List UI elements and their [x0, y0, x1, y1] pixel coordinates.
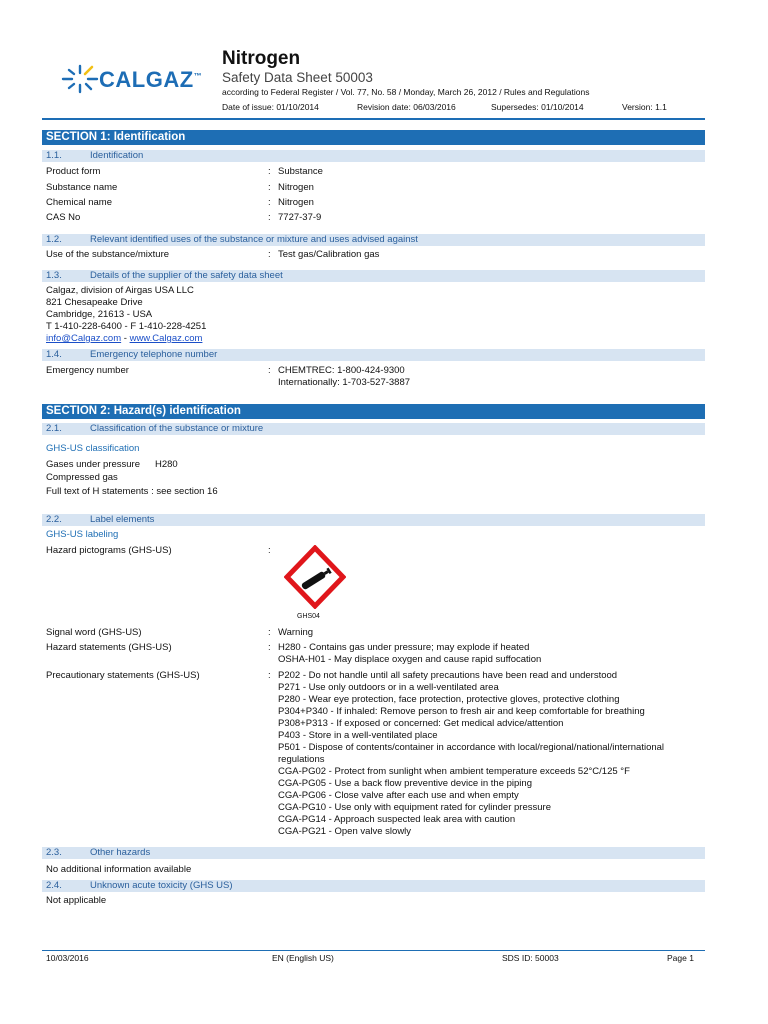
footer-divider	[42, 950, 705, 951]
section2-header: SECTION 2: Hazard(s) identification	[42, 404, 705, 419]
footer-sds-id: SDS ID: 50003	[502, 953, 559, 963]
signal-word-value: Warning	[278, 627, 314, 638]
subsection-1-2: 1.2. Relevant identified uses of the substance or mixture and uses advised against	[42, 234, 705, 246]
subsection-1-1: 1.1. Identification	[42, 150, 705, 162]
website-link[interactable]: www.Calgaz.com	[129, 333, 203, 344]
supersedes: Supersedes: 01/10/2014	[491, 102, 584, 112]
ghs04-pictogram	[284, 545, 346, 625]
use-value: Test gas/Calibration gas	[278, 249, 380, 260]
subsection-2-3: 2.3. Other hazards	[42, 847, 705, 859]
ghs-labeling-heading: GHS-US labeling	[46, 529, 119, 540]
footer-date: 10/03/2016	[46, 953, 89, 963]
field-label: Product form	[46, 166, 101, 177]
signal-word-label: Signal word (GHS-US)	[46, 627, 142, 638]
subsection-2-4: 2.4. Unknown acute toxicity (GHS US)	[42, 880, 705, 892]
compressed-gas: Compressed gas	[46, 472, 118, 483]
field-value: Substance	[278, 166, 323, 177]
field-label: Chemical name	[46, 197, 112, 208]
full-text-note: Full text of H statements : see section 16	[46, 486, 218, 497]
supplier-address: Calgaz, division of Airgas USA LLC 821 Chesapeake Drive Cambridge, 21613 - USA T 1-410-228-6400 - F 1-410-228-4251 info@Calgaz.com - www.Calgaz.com	[46, 285, 207, 344]
precautionary-statements: P202 - Do not handle until all safety precautions have been read and understood P271 - Use only outdoors or in a well-ventilated area P280 - Wear eye protection, face protection, protective gloves, protective clothing P304+P340 - If inhaled: Remove person to fresh air and keep comfortable for breathing P308+P313 - If exposed or concerned: Get medical advice/attention P403 - Store in a well-ventilated place P501 - Dispose of contents/container in accordance with local/regional/national/international regulations CGA-PG02 - Protect from sunlight when ambient temperature exceeds 52°C/125 °F CGA-PG05 - Use a back flow preventive device in the piping CGA-PG06 - Close valve after each use and when empty CGA-PG10 - Use only with equipment rated for cylinder pressure CGA-PG14 - Approach suspected leak area with caution CGA-PG21 - Open valve slowly	[278, 670, 665, 837]
document-title: Nitrogen	[222, 48, 301, 69]
precautionary-label: Precautionary statements (GHS-US)	[46, 670, 200, 681]
other-hazards-text: No additional information available	[46, 864, 192, 875]
hazard-statements: H280 - Contains gas under pressure; may explode if heated OSHA-H01 - May displace oxygen and cause rapid suffocation	[278, 642, 542, 665]
use-label: Use of the substance/mixture	[46, 249, 170, 260]
footer-language: EN (English US)	[272, 953, 334, 963]
field-value: Nitrogen	[278, 197, 314, 208]
document-subtitle: Safety Data Sheet 50003	[222, 70, 373, 85]
date-of-issue: Date of issue: 01/10/2014	[222, 102, 319, 112]
gas-cylinder-hazard-icon	[284, 545, 346, 609]
field-label: CAS No	[46, 212, 81, 223]
email-link[interactable]: info@Calgaz.com	[46, 333, 122, 344]
field-value: 7727-37-9	[278, 212, 322, 223]
revision-date: Revision date: 06/03/2016	[357, 102, 456, 112]
ghs-classification-heading: GHS-US classification	[46, 443, 140, 454]
emergency-values: CHEMTREC: 1-800-424-9300 Internationally: 1-703-527-3887	[278, 365, 411, 388]
subsection-1-4: 1.4. Emergency telephone number	[42, 349, 705, 361]
starburst-icon	[60, 62, 100, 96]
acute-toxicity-text: Not applicable	[46, 895, 107, 906]
pictograms-label: Hazard pictograms (GHS-US)	[46, 545, 172, 556]
hazard-statements-label: Hazard statements (GHS-US)	[46, 642, 172, 653]
emergency-label: Emergency number	[46, 365, 129, 376]
field-label: Substance name	[46, 182, 118, 193]
gases-code: H280	[155, 459, 178, 470]
pictogram-code: GHS04	[297, 613, 320, 620]
subsection-1-3: 1.3. Details of the supplier of the safety data sheet	[42, 270, 705, 282]
field-value: Nitrogen	[278, 182, 314, 193]
header-divider	[42, 118, 705, 120]
regulation-note: according to Federal Register / Vol. 77, No. 58 / Monday, March 26, 2012 / Rules and Regulations	[222, 87, 590, 97]
gases-under-pressure-label: Gases under pressure	[46, 459, 140, 470]
section1-header: SECTION 1: Identification	[42, 130, 705, 145]
footer-page: Page 1	[667, 953, 694, 963]
subsection-2-1: 2.1. Classification of the substance or mixture	[42, 423, 705, 435]
subsection-2-2: 2.2. Label elements	[42, 514, 705, 526]
brand-name: CALGAZ™	[99, 67, 203, 92]
version: Version: 1.1	[622, 102, 667, 112]
